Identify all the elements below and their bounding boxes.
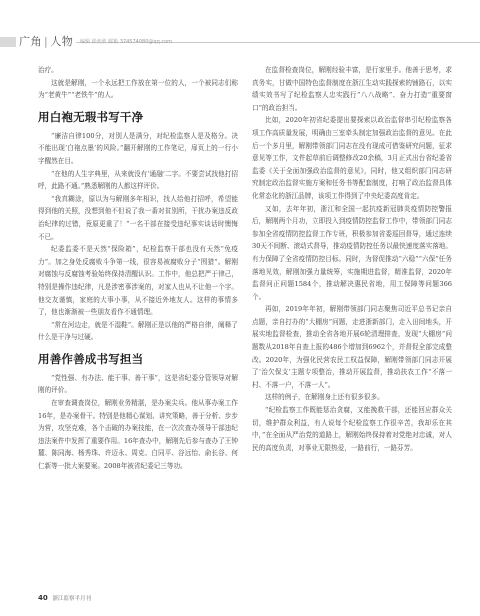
body-paragraph: 又如，去年年初，浙江和全国一起抗疫新冠肺炎疫情防控警报后，解刚两个月功，立即投入到疫情防控监督工作中，带领部门同志参加全省疫情防控监督工作专班，积极参加省委巡回督导，通过连续30天不间断、滚动式督导，推动疫情防控任务以最快速度落实落地。有力保障了全省疫情防控目标。同时，为督促推动“六稳”“六保”任务落地见效，解刚加强力量统筹，实施期进监督，精准监督，2020年监督问正问题1584个，推动解决惠民省地，用工保障等问题366个。 — [252, 204, 452, 301]
section-label — [16, 36, 76, 48]
right-column — [252, 64, 452, 454]
body-paragraph: “在他的人生字典里，从来就没有‘通融’二字。不要尝试找他打招呼，此路不通。”熟悉解刚的人都这样评价。 — [38, 169, 238, 191]
body-paragraph: 在监督检查岗位，解刚经验丰富，是行家里手。他善于思考，求真务实，甘做中国特色监督制度在浙江生动实践探索的铺路石，以实绩实效书写了纪检监察人忠实践行“八八战略”、奋力打造“重要窗口”的政治担当。 — [252, 66, 452, 112]
subsection-title: 人物 — [50, 35, 74, 48]
body-paragraph: “廉洁自律100分，对别人是满分，对纪检监察人是及格分。决不能出现‘白袍点墨’的风险。”翻开解刚的工作笔记，扉页上的一行小字醒然在目。 — [38, 131, 238, 165]
body-paragraph: 比如，2020年初省纪委提出要探索以政治监督串引纪检监察各项工作高质量发展，明确由三室牵头制定加强政治监督的意见。在此后一个多月里，解刚带领部门同志在没有现成可借鉴研究问题，征求意见等工作，文件起草前后调整修改20余稿，3月正式出台省纪委省监委《关于全面加强政治监督的意见》，同时，他又组织部门同志研究制定政治监督实施方案和任务书等配套制度，打响了政治监督具体化常态化的浙江品牌，该项工作得到了中央纪委高度肯定。 — [252, 116, 452, 200]
editor-credit: 编辑 徐奕欣 邮箱 374574080@qq.com — [80, 39, 173, 45]
body-paragraph: “我真糊涂，原以为与解刚多年相识，找人给他打招呼，希望能得到他的关照，没想到他不但说了我一番对贫别所，干扰办案违反政治纪律的过错，竟原更重了！”一名干部在接受违纪事实谈话时懊悔不已。 — [38, 194, 238, 241]
page-footer — [38, 594, 91, 603]
section-heading: 用善作善成书写担当 — [38, 351, 144, 366]
body-paragraph: 纪委监委不是天然“保险箱”，纪检监察干部也没有天然“免疫力”。加之身处反腐败斗争第一线，很容易被腐败分子“围猎”。解刚对腐蚀与反腐蚀考验始终保持清醒认识。工作中，他总把严于律己，特别是操作违纪律，凡是涉密事涉案的，对家人也从不让他一个字。他交友谨慎，家庭的大事小事，从不接近外地友人。这样的事情多了，他也渐渐被一些朋友看作不通情理。 — [38, 245, 238, 317]
body-paragraph: “纪检监察工作既能惩治贪腐，又能挽救干部，还能回应群众关切，维护群众利益，有人说每个纪检监察工作很辛苦，我却乐在其中，”在全面从严治党的道路上，解刚始终保持着对党绝对忠诚，对人民的高度负责，对事业无限热爱，一路前行，一路芬芳。 — [252, 406, 452, 452]
section-separator: | — [44, 35, 49, 48]
body-paragraph: 这样的例子，在解刚身上还有很多很多。 — [265, 393, 384, 402]
publication-name: 浙江监察半月刊 — [52, 596, 92, 602]
page-number: 40 — [38, 594, 48, 602]
left-column — [38, 64, 238, 473]
page-header — [0, 0, 480, 56]
body-paragraph: “常在河边走，就是不湿鞋”。解刚正是以他的严格自律，阐释了什么是干净与过硬。 — [38, 320, 238, 342]
section-title: 广角 — [19, 35, 42, 48]
section-heading: 用白袍无瑕书写干净 — [38, 109, 144, 124]
body-paragraph: “党性强、有办法、能干事、善干事”，这是省纪委分管领导对解刚的评价。 — [38, 373, 238, 395]
body-paragraph: 再如，2019年年初，解刚带领部门同志聚焦司近平总书记亲自点题，亲自打办的“大棚房”问题，走进浙新部门，走入田间地头，开展实地监督检查，推动全省各地开展6轮清理排查，发现“大棚房”问题数从2018年自查上报的486个增加到6962个，并督促全部完成整改。2020年，为强化民营农民工权益保障，解刚带领部门同志开展了‘治欠保支’主题专项整治，推动开展监督，推动扶农工作“不落一村、不落一户，不落一人”。 — [252, 305, 452, 389]
body-paragraph: 这就是解刚，一个永远把工作放在第一位的人，一个被同志们称为“老黄牛”“老铁牛”的人。 — [38, 78, 238, 100]
body-paragraph: 在审查调查岗位，解刚业务精湛，是办案尖兵。他从事办案工作16年，是办案骨干。特别是他精心谋划、讲究策略，善于分析、步步为营，攻坚克难，各个击破的办案技能，在一次次查办领导干部违纪违法案件中发挥了重要作用。16年查办中，解刚先后参与查办了王钟麓、陈同海、杨秀珠、许迈永、周克、白同平、谷远怡、俞长谷、何仁新等一批大案要案。2008年被省纪委记三等功。 — [38, 399, 238, 471]
body-paragraph: 治疗。 — [38, 66, 58, 74]
